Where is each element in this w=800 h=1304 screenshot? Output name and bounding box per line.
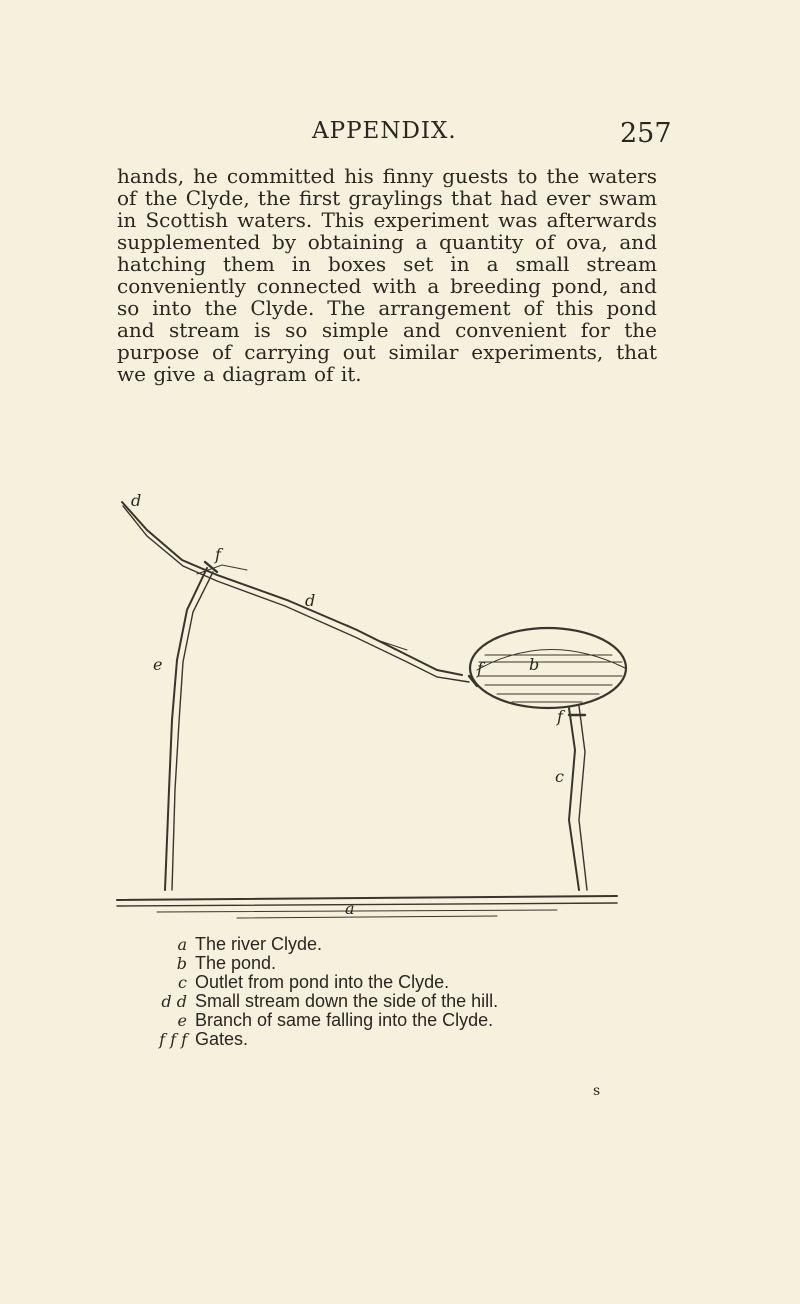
legend-key: d d: [161, 992, 187, 1011]
legend-text: The pond.: [195, 953, 277, 973]
legend-key: b: [176, 954, 187, 973]
legend-key: c: [178, 973, 187, 992]
page-number: 257: [620, 118, 672, 149]
legend-item: [177, 1010, 498, 1030]
pond-b: [470, 628, 626, 708]
legend-item: [159, 1029, 498, 1049]
diagram-legend: [159, 934, 499, 1049]
pond-stream-diagram: [117, 490, 617, 918]
label-f-outlet: f: [557, 707, 563, 726]
legend-key: f f f: [159, 1030, 187, 1049]
legend-text: The river Clyde.: [195, 934, 323, 954]
page-header: [0, 118, 800, 158]
legend-item: [178, 972, 498, 992]
legend-key: e: [177, 1011, 187, 1030]
legend-text: Branch of same falling into the Clyde.: [195, 1010, 494, 1030]
label-f-right: f: [477, 659, 483, 678]
label-f-top: f: [215, 545, 221, 564]
body-paragraph: hands, he committed his finny guests to the waters of the Clyde, the first graylings that had ever swam in Scottish waters. This experiment was afterwards supplemented by obtaining a quantity of ova, and hatching them in boxes set in a small stream conveniently connected with a breeding pond, and so into the Clyde. The arrangement of this pond and stream is so simple and convenient for the purpose of carrying out similar experiments, that we give a diagram of it.: [117, 164, 657, 386]
label-b: b: [529, 655, 540, 674]
legend-text: Outlet from pond into the Clyde.: [195, 972, 450, 992]
river-a: [117, 896, 617, 918]
legend-item: [177, 934, 498, 954]
label-c: c: [555, 767, 564, 786]
branch-e: [165, 568, 213, 890]
label-a: a: [345, 899, 355, 918]
outlet-c: [569, 706, 587, 890]
legend-item: [176, 953, 498, 973]
gates-f: [205, 562, 585, 715]
stream-d-d: [122, 502, 469, 682]
label-d-mid: d: [305, 591, 316, 610]
label-d-top: d: [131, 491, 142, 510]
legend-text: Gates.: [195, 1029, 249, 1049]
legend-text: Small stream down the side of the hill.: [195, 991, 499, 1011]
label-e: e: [153, 655, 163, 674]
legend-key: a: [177, 935, 187, 954]
legend-item: [161, 991, 499, 1011]
running-head: APPENDIX.: [312, 118, 457, 144]
signature-mark: s: [593, 1083, 601, 1099]
